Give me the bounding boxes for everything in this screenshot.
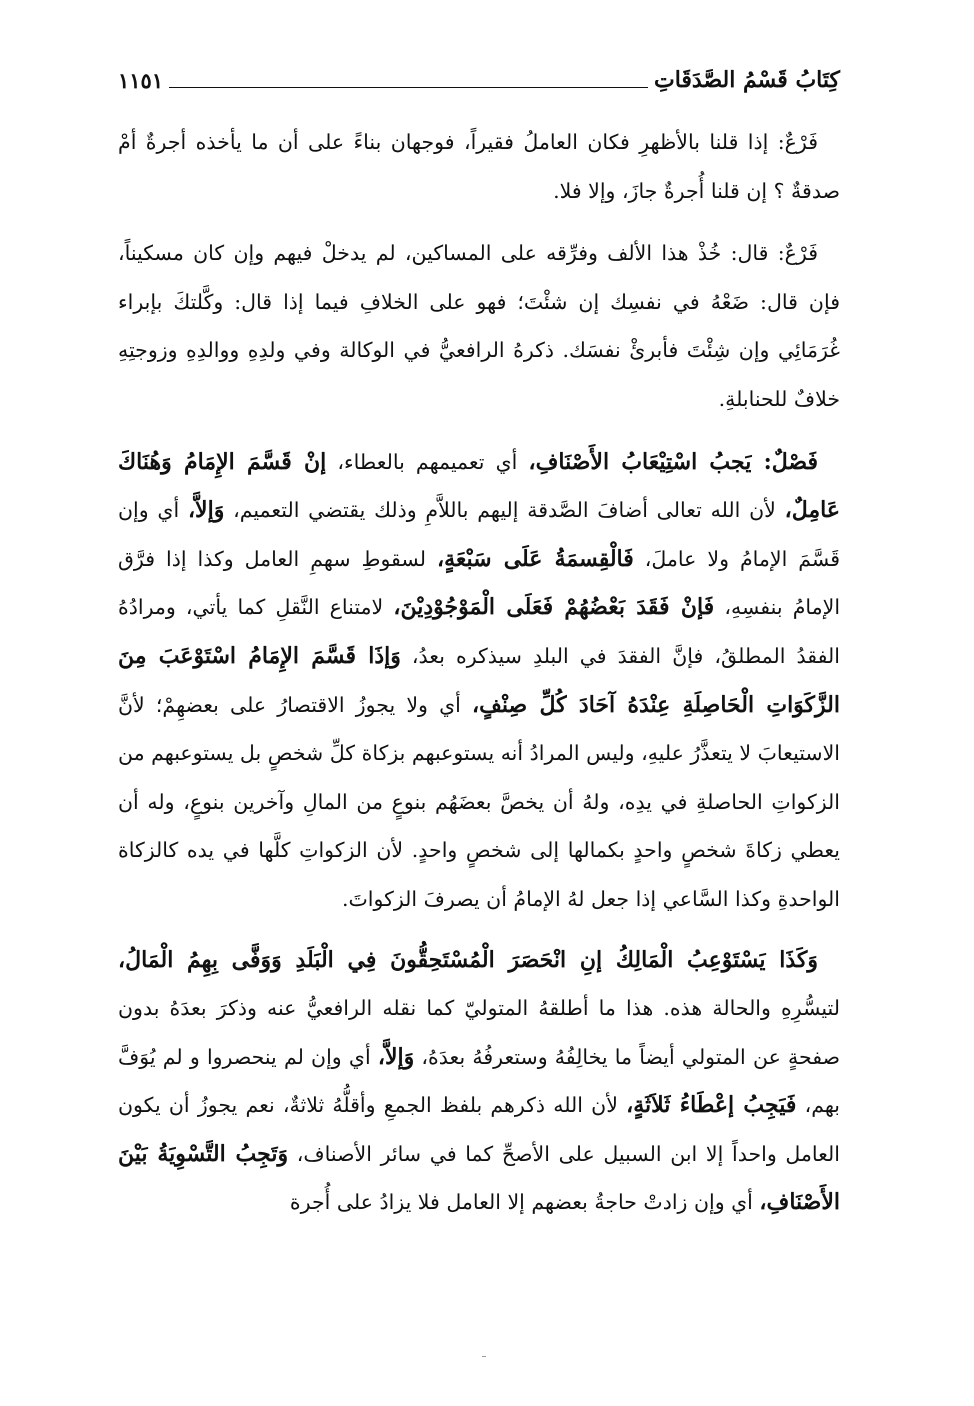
matn-segment: فَصْلٌ: يَجبُ اسْتِيْعَابُ الأَصْنَافِ، (528, 448, 818, 475)
matn-segment: وَتَجِبُ التَّسْوِيَةُ بَيْنَ الأَصْنَافِ، (118, 1140, 840, 1216)
page-body (118, 118, 840, 1227)
commentary-segment: لأن الله تعالى أضافَ الصَّدقة إليهم باللاَّمِ وذلك يقتضي التعميم، (224, 498, 785, 523)
matn-segment: فَإنْ فَقَدَ بَعْضُهُمْ فَعَلَى الْمَوْجُوْدِيْنَ، (393, 594, 715, 621)
text-segment: فَرْعٌ: قال: خُذْ هذا الألف وفرِّقه على المساكين، لم يدخلْ فيهم وإن كان مسكيناً، فإن قال: ضَعْهُ في نفسِك إن شئْتَ؛ فهو على الخلافِ فيما إذا قال: وكَّلتكَ بإبراء غُرَمَائِي وإن شِئْتَ فأبرئْ نفسَك. ذكرهُ الرافعيُّ في الوكالة وفي ولدِهِ ووالدِهِ وزوجتِهِ خلافٌ للحنابلةِ. (118, 241, 840, 411)
commentary-segment: لامتناع النَّقلِ كما يأتي، ومرادُهُ الفقدُ المطلقُ، فإنَّ الفقدَ في البلدِ سيذكره بعدُ، (118, 595, 840, 668)
text-segment: فَرْعٌ: إذا قلنا بالأظهرِ فكان العاملُ فقيراً، فوجهان بناءً على أن ما يأخذه أجرةٌ أمْ صدقةٌ ؟ إن قلنا أُجرةٌ جازَ، وإلا فلا. (118, 130, 840, 203)
page-number: ١١٥١ (118, 68, 164, 93)
commentary-segment: أي وإن قَسَّمَ الإمامُ ولا عاملَ، (118, 498, 841, 571)
book-page (118, 50, 840, 1350)
paragraph-far-2 (118, 229, 840, 423)
matn-segment: وَإذَا قَسَّمَ الإِمَامُ اسْتَوْعَبَ مِنَ الزَّكَوَاتِ الْحَاصِلَةِ عِنْدَهُ آحَادَ كُلِّ صِنْفٍ، (118, 642, 840, 718)
matn-segment: فَالْقِسمَةُ عَلَى سَبْعَةٍ، (436, 545, 634, 572)
paragraph-fasl (118, 438, 840, 924)
paragraph-far-1 (118, 118, 840, 215)
matn-segment: فَيَجِبُ إعْطَاءُ ثَلاَثَةٍ، (626, 1092, 797, 1119)
header-rule (169, 87, 648, 88)
matn-segment: وَكَذَا يَسْتَوْعِبُ الْمَالِكُ إنِ انْحَصَرَ الْمُسْتَحِقُّونَ فِي الْبَلَدِ وَوَفَّى بِهِمُ الْمَالُ، (118, 946, 818, 973)
chapter-title: كِتَابُ قَسْمُ الصَّدَقَاتِ (653, 67, 840, 93)
commentary-segment: أي وإن زادتْ حاجةُ بعضهم إلا العامل فلا يزادُ على أُجرة (289, 1190, 760, 1215)
commentary-segment: أي وإن لم ينحصروا و لم يُوَفَّ بهم، (118, 1044, 840, 1118)
paragraph-wa-kadha (118, 936, 840, 1228)
matn-segment: إنْ قَسَّمَ الإِمَامُ وَهُنَاكَ عَامِلٌ، (118, 448, 840, 524)
matn-segment: وَإلاَّ، (187, 497, 225, 524)
commentary-segment: أي تعميمهم بالعطاء، (326, 449, 529, 474)
scan-speck (482, 1356, 486, 1357)
matn-segment: وَإلاَّ، (377, 1043, 415, 1070)
running-header (118, 50, 840, 96)
commentary-segment: لأن الله ذكرهم بلفظ الجمعِ وأقلُّهُ ثلاثةٌ، نعم يجوزُ أن يكون العامل واحداً إلا ابن السبيل على الأصحِّ كما في سائر الأصناف، (118, 1093, 840, 1166)
commentary-segment: لسقوطِ سهمِ العامل وكذا إذا فرَّق الإمامُ بنفسِهِ، (118, 546, 841, 620)
commentary-segment: أي ولا يجوزُ الاقتصارُ على بعضهِمْ؛ لأنَّ الاستيعابَ لا يتعذَّرُ عليهِ، وليس المرادُ أنه يستوعبهم بزكاة كلِّ شخصٍ بل يستوعبهم من الزكواتِ الحاصلةِ في يدِه، ولهُ أن يخصَّ بعضَهُم بنوعٍ من المالِ وآخرين بنوعٍ، وله أن يعطي زكاةَ شخصٍ واحدٍ بكمالها إلى شخصٍ واحدٍ. لأن الزكواتِ كلَّها في يده كالزكاة الواحدةِ وكذا السَّاعي إذا جعل لهُ الإمامُ أن يصرفَ الزكواتَ. (118, 692, 840, 911)
commentary-segment: لتيسُّرِهِ والحالة هذه. هذا ما أطلقهُ المتوليّ كما نقله الرافعيُّ عنه وذكرَ بعدَهُ بدون صفحةٍ عن المتولي أيضاً ما يخالِفُهُ وستعرفُهُ بعدَهُ، (118, 996, 840, 1069)
